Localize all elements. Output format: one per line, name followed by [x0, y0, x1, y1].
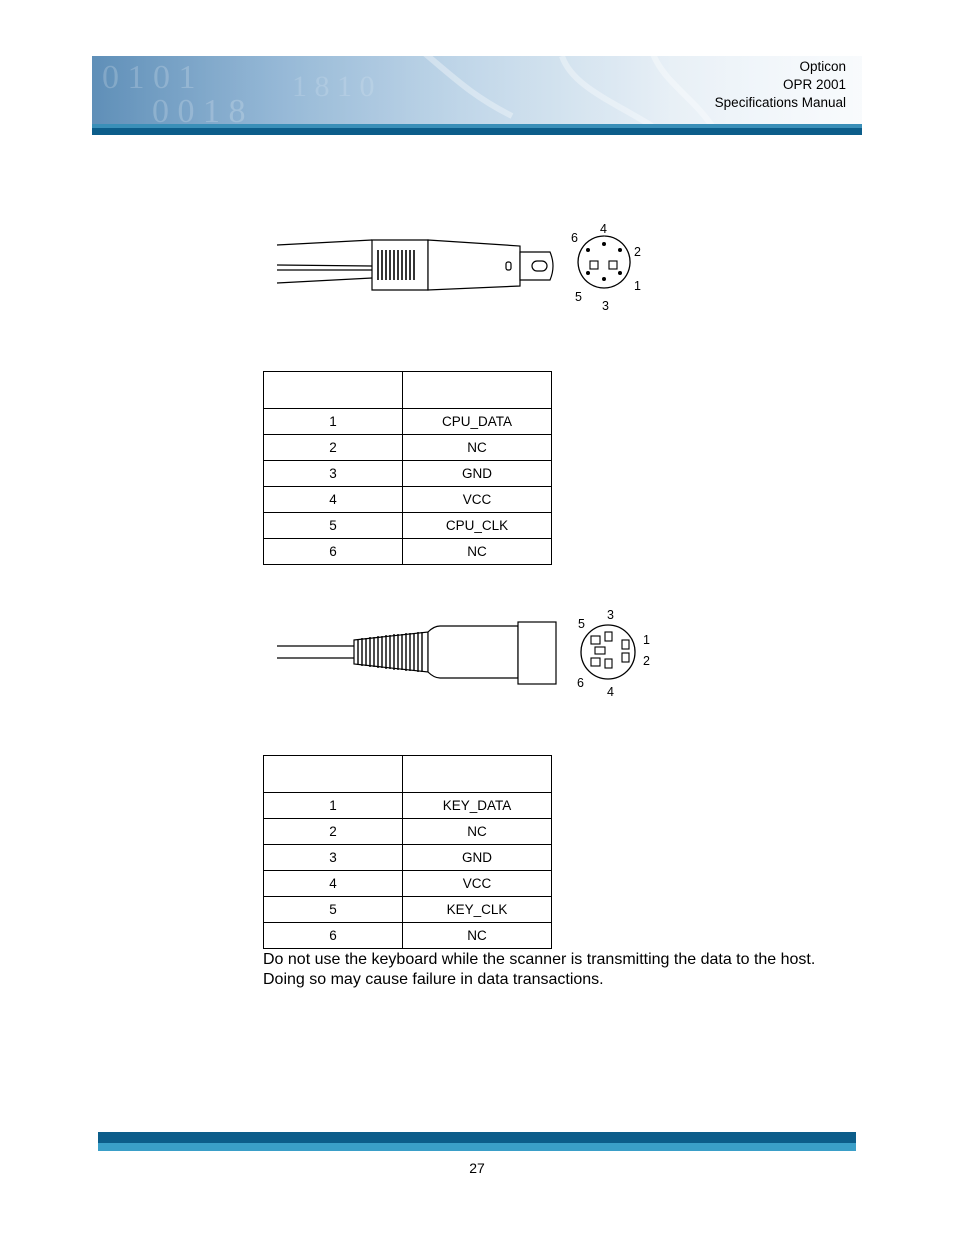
pin-number: 4	[264, 487, 403, 513]
table-row	[264, 897, 552, 923]
table-row	[264, 435, 552, 461]
table-row	[264, 845, 552, 871]
table-row	[264, 409, 552, 435]
pin-signal: KEY_DATA	[403, 793, 552, 819]
table-header-cell	[264, 756, 403, 793]
pin-signal: GND	[403, 461, 552, 487]
connector-2-pin-label: 3	[607, 608, 614, 622]
pin-number: 6	[264, 539, 403, 565]
pin-signal: GND	[403, 845, 552, 871]
header-product: OPR 2001	[782, 77, 846, 92]
note-line: Doing so may cause failure in data transactions.	[263, 971, 604, 988]
pin-number: 3	[264, 461, 403, 487]
pin-signal: NC	[403, 435, 552, 461]
pin-number: 1	[264, 793, 403, 819]
pin-signal: CPU_CLK	[403, 513, 552, 539]
table-row	[264, 793, 552, 819]
warning-note	[263, 950, 815, 990]
pin-number: 3	[264, 845, 403, 871]
connector-2-pin-label: 4	[607, 685, 614, 699]
pin-signal: NC	[403, 819, 552, 845]
pin-signal: NC	[403, 539, 552, 565]
pin-number: 2	[264, 819, 403, 845]
connector-1-drawing	[0, 210, 954, 320]
connector-2-drawing	[0, 600, 954, 705]
pin-number: 6	[264, 923, 403, 949]
pin-number: 4	[264, 871, 403, 897]
connector-2-pin-label: 5	[578, 617, 585, 631]
pin-number: 5	[264, 513, 403, 539]
pin-number: 5	[264, 897, 403, 923]
pin-table-1	[263, 371, 552, 565]
connector-2-pin-label: 6	[577, 676, 584, 690]
table-row	[264, 461, 552, 487]
header-rule-dark	[92, 128, 862, 135]
header-company: Opticon	[799, 59, 846, 74]
header-text	[715, 58, 846, 112]
connector-1-pin-label: 1	[634, 279, 641, 293]
footer-rule-light	[98, 1143, 856, 1151]
connector-2-pin-label: 2	[643, 654, 650, 668]
table-row	[264, 513, 552, 539]
table-header-cell	[403, 756, 552, 793]
connector-1-pin-label: 3	[602, 299, 609, 313]
page-number: 27	[469, 1160, 485, 1176]
connector-1-pin-label: 5	[575, 290, 582, 304]
pin-signal: VCC	[403, 487, 552, 513]
header-doc-title: Specifications Manual	[714, 95, 846, 110]
table-header-row	[264, 756, 552, 793]
connector-1-pin-label: 6	[571, 231, 578, 245]
footer-rule-dark	[98, 1132, 856, 1143]
pin-number: 1	[264, 409, 403, 435]
table-header-row	[264, 372, 552, 409]
pin-table-2	[263, 755, 552, 949]
note-line: Do not use the keyboard while the scanner is transmitting the data to the host.	[263, 951, 816, 968]
connector-1-pin-label: 2	[634, 245, 641, 259]
table-header-cell	[403, 372, 552, 409]
table-row	[264, 487, 552, 513]
pin-signal: NC	[403, 923, 552, 949]
table-header-cell	[264, 372, 403, 409]
table-row	[264, 539, 552, 565]
table-row	[264, 871, 552, 897]
connector-1-pin-label: 4	[600, 222, 607, 236]
table-row	[264, 923, 552, 949]
connector-2-pin-label: 1	[643, 633, 650, 647]
pin-number: 2	[264, 435, 403, 461]
pin-signal: CPU_DATA	[403, 409, 552, 435]
pin-signal: KEY_CLK	[403, 897, 552, 923]
table-row	[264, 819, 552, 845]
pin-signal: VCC	[403, 871, 552, 897]
